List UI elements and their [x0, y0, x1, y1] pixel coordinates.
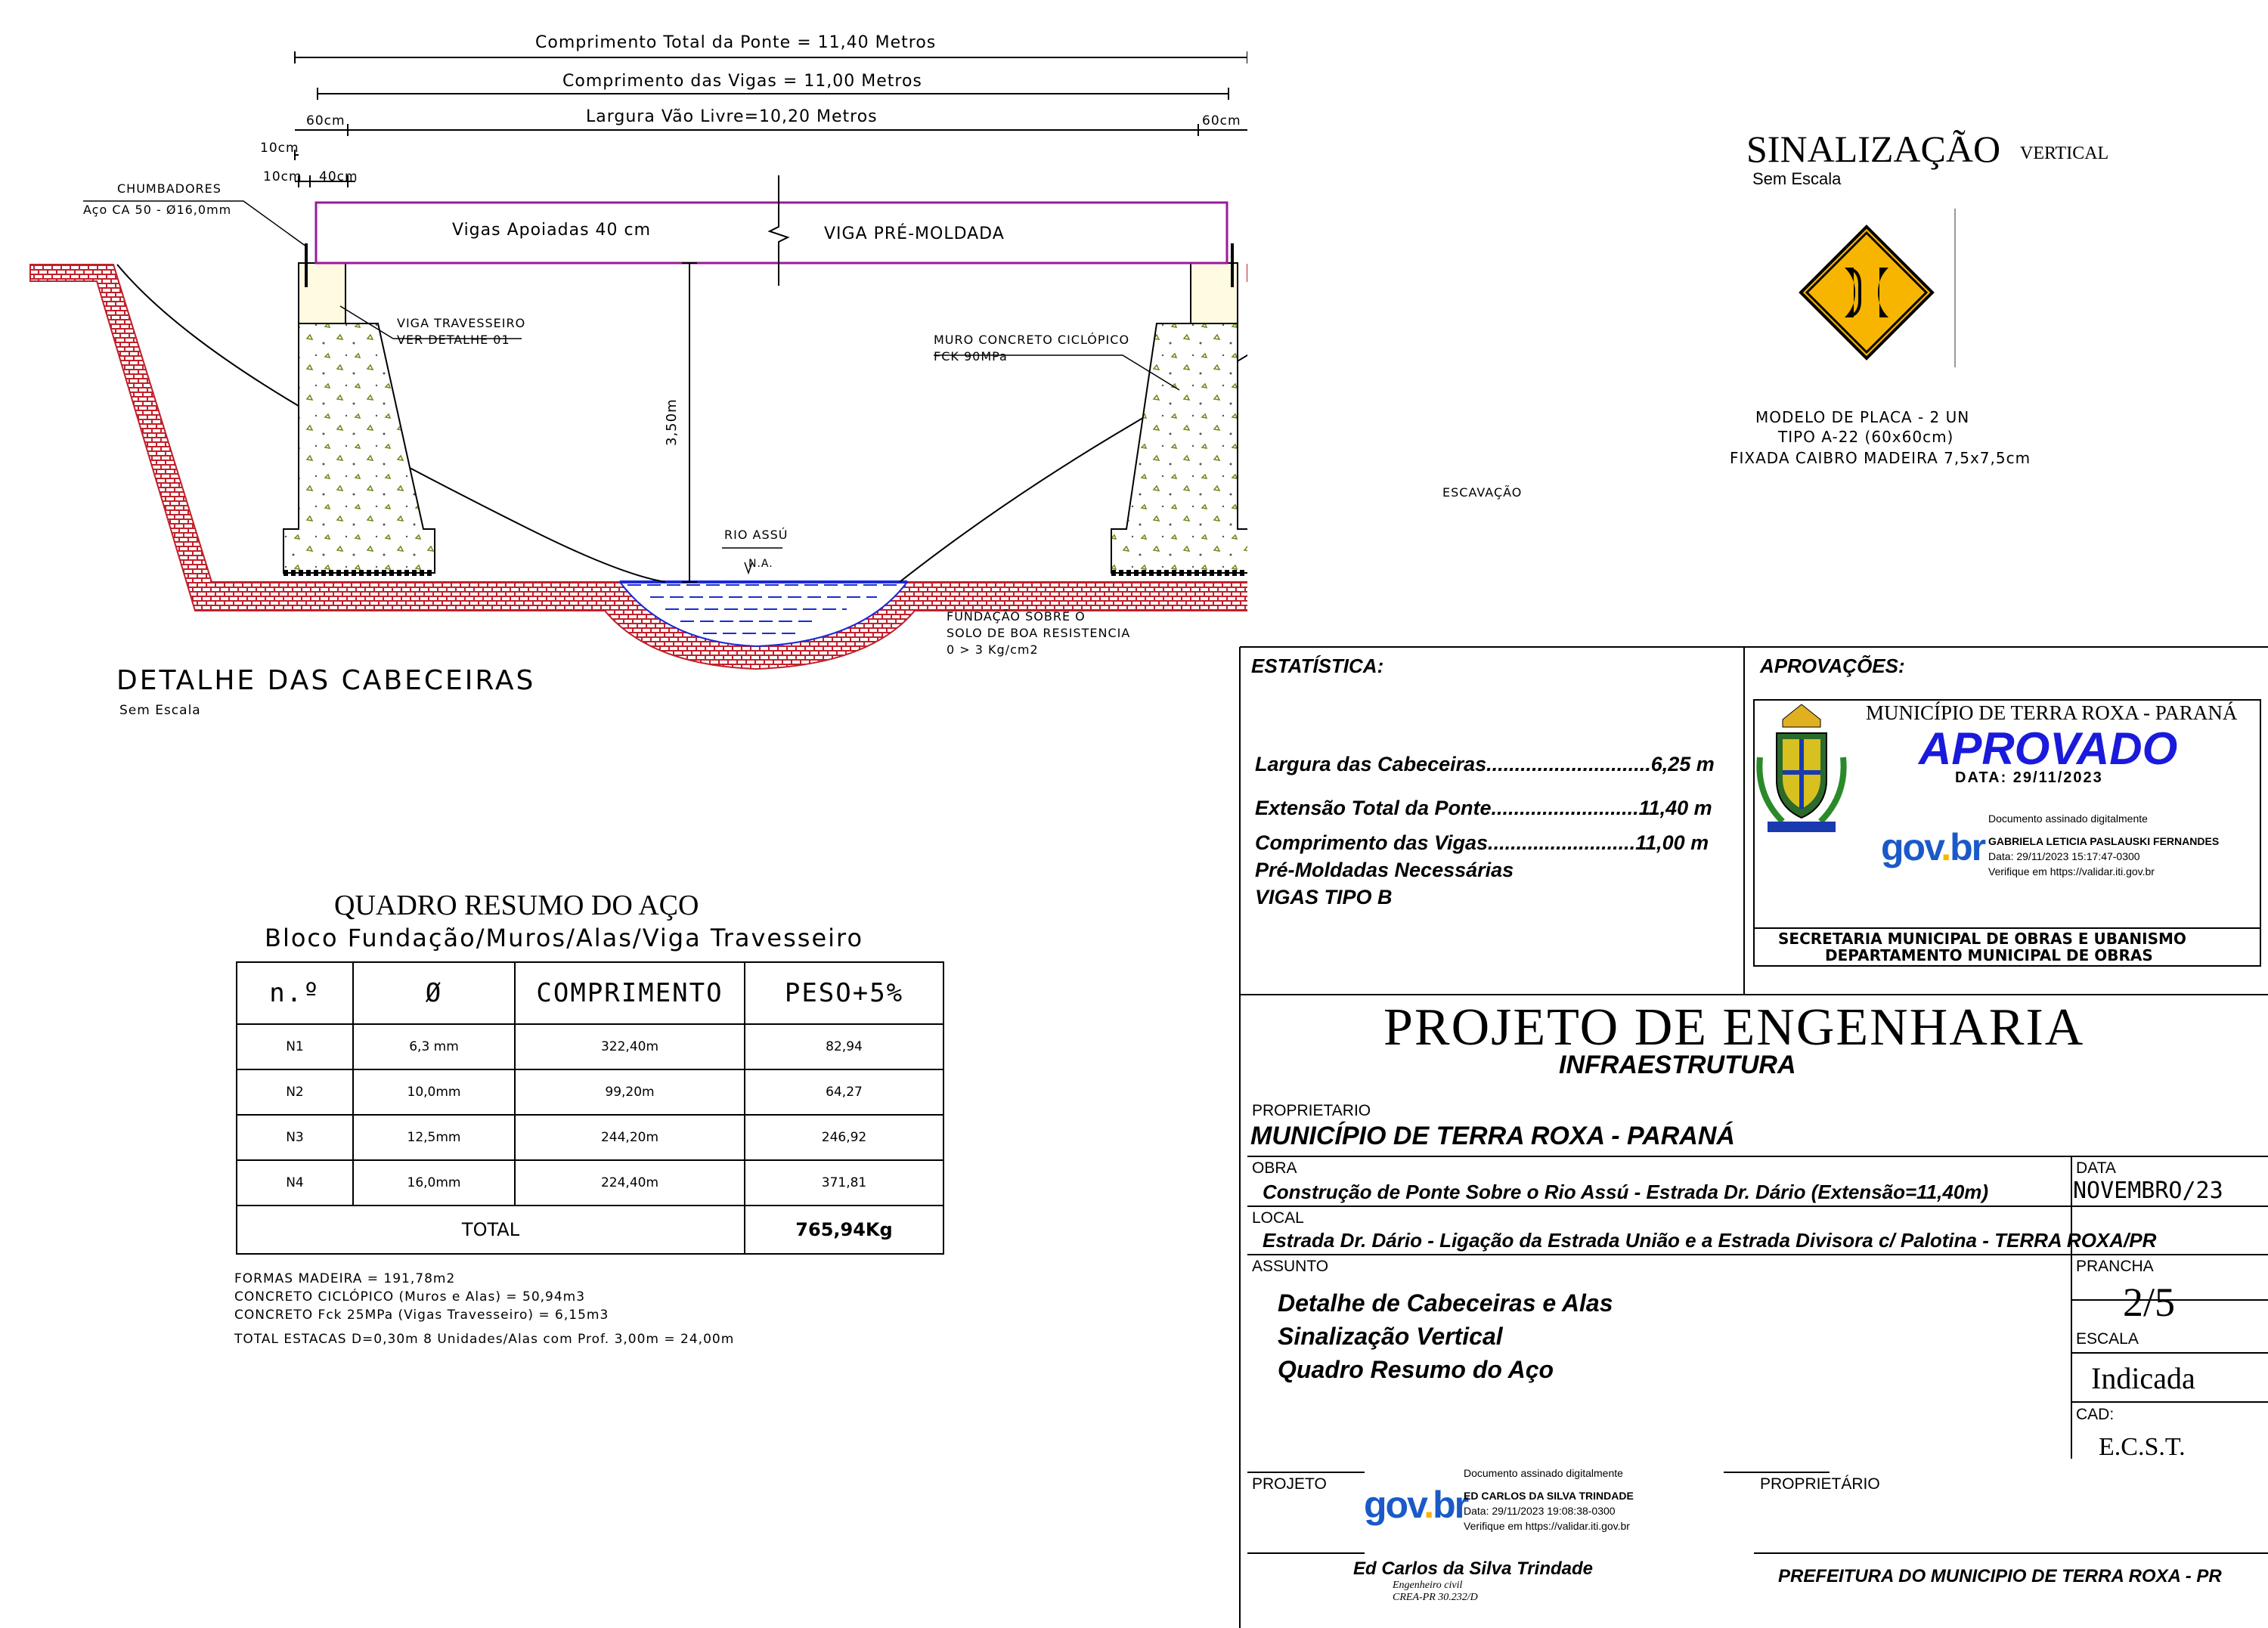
cell: N3 [237, 1115, 353, 1160]
city-hall-name: PREFEITURA DO MUNICIPIO DE TERRA ROXA - PR [1778, 1566, 2222, 1586]
sign-subtitle: Sem Escala [1752, 169, 1842, 188]
col-header-number: n.º [237, 962, 353, 1024]
label-foundation-3: 0 > 3 Kg/cm2 [947, 642, 1039, 657]
label-precast-beam: VIGA PRÉ-MOLDADA [824, 224, 1005, 243]
approval-signer: GABRIELA LETICIA PASLAUSKI FERNANDES [1988, 835, 2220, 847]
total-label: TOTAL [237, 1206, 745, 1254]
dim-40cm: 40cm [319, 169, 358, 184]
dim-total-length: Comprimento Total da Ponte = 11,40 Metros [535, 33, 937, 52]
work-label: OBRA [1252, 1159, 1297, 1177]
cell: 246,92 [745, 1115, 943, 1160]
label-foundation-1: FUNDAÇÃO SOBRE O [947, 609, 1086, 624]
label-cyclopean-wall: MURO CONCRETO CICLÓPICO [934, 333, 1130, 347]
steel-note-3: CONCRETO Fck 25MPa (Vigas Travesseiro) = 6,15m3 [234, 1308, 609, 1323]
scale-value: Indicada [2091, 1361, 2195, 1395]
sign-desc-3: FIXADA CAIBRO MADEIRA 7,5x7,5cm [1730, 449, 2031, 467]
dim-height: 3,50m [664, 398, 680, 446]
total-value: 765,94Kg [745, 1206, 943, 1254]
col-header-length: COMPRIMENTO [515, 962, 745, 1024]
approval-date: DATA: 29/11/2023 [1955, 769, 2103, 786]
cell: 99,20m [515, 1069, 745, 1115]
project-title: PROJETO DE ENGENHARIA [1383, 998, 2085, 1057]
engineer-role: Engenheiro civil [1393, 1580, 1463, 1591]
cell: 16,0mm [353, 1160, 515, 1206]
label-river: RIO ASSÚ [724, 528, 789, 542]
location-label: LOCAL [1252, 1209, 1304, 1227]
subject-line-2: Sinalização Vertical [1278, 1323, 1503, 1350]
location-value: Estrada Dr. Dário - Ligação da Estrada União e a Estrada Divisora c/ Palotina - TERRA ROXA/PR [1263, 1229, 2157, 1252]
engineer-doc-signed: Documento assinado digitalmente [1464, 1467, 1623, 1479]
cell: N2 [237, 1069, 353, 1115]
govbr-logo-engineer: gov.br [1364, 1484, 1468, 1526]
dim-left-60: 60cm [306, 113, 345, 128]
sign-desc-2: TIPO A-22 (60x60cm) [1778, 428, 1954, 446]
steel-note-1: FORMAS MADEIRA = 191,78m2 [234, 1271, 456, 1286]
engineer-crea: CREA-PR 30.232/D [1393, 1592, 1478, 1603]
date-label: DATA [2076, 1159, 2116, 1177]
label-anchors-steel: Aço CA 50 - Ø16,0mm [83, 203, 232, 217]
steel-title: QUADRO RESUMO DO AÇO [334, 890, 699, 921]
label-foundation-2: SOLO DE BOA RESISTENCIA [947, 626, 1131, 640]
cell: 82,94 [745, 1024, 943, 1069]
cell: N4 [237, 1160, 353, 1206]
col-header-weight: PESO+5% [745, 962, 943, 1024]
secretaria-line-2: DEPARTAMENTO MUNICIPAL DE OBRAS [1825, 946, 2153, 964]
work-value: Construção de Ponte Sobre o Rio Assú - Estrada Dr. Dário (Extensão=11,40m) [1263, 1181, 1989, 1203]
dim-free-span: Largura Vão Livre=10,20 Metros [586, 107, 878, 126]
cell: 322,40m [515, 1024, 745, 1069]
label-see-detail: VER DETALHE 01 [397, 333, 510, 347]
approvals-header: APROVAÇÕES: [1760, 655, 1905, 677]
engineer-verify: Verifique em https://validar.iti.gov.br [1464, 1520, 1630, 1532]
drawing-title: DETALHE DAS CABECEIRAS [116, 665, 536, 696]
cell: 244,20m [515, 1115, 745, 1160]
stats-line-5: VIGAS TIPO B [1255, 886, 1393, 908]
approval-doc-signed: Documento assinado digitalmente [1988, 812, 2148, 825]
cell: N1 [237, 1024, 353, 1069]
secretaria-line-1: SECRETARIA MUNICIPAL DE OBRAS E UBANISMO [1778, 930, 2186, 948]
project-label: PROJETO [1252, 1475, 1327, 1493]
dim-10cm: 10cm [263, 169, 302, 184]
date-value: NOVEMBRO/23 [2073, 1178, 2223, 1204]
cell: 224,40m [515, 1160, 745, 1206]
sheet-label: PRANCHA [2076, 1258, 2154, 1275]
subject-label: ASSUNTO [1252, 1258, 1329, 1275]
stats-line-3: Comprimento das Vigas..........................11,00 m [1255, 831, 1709, 854]
cad-value: E.C.S.T. [2099, 1433, 2186, 1461]
cad-label: CAD: [2076, 1406, 2115, 1423]
cell: 10,0mm [353, 1069, 515, 1115]
label-anchors: CHUMBADORES [117, 181, 222, 196]
sheet-value: 2/5 [2123, 1280, 2176, 1325]
subject-line-3: Quadro Resumo do Aço [1278, 1356, 1554, 1383]
subject-line-1: Detalhe de Cabeceiras e Alas [1278, 1289, 1613, 1317]
label-fck: FCK 90MPa [934, 349, 1008, 364]
coat-of-arms-icon [1752, 697, 1851, 840]
drawing-subtitle: Sem Escala [119, 703, 201, 718]
stats-line-1: Largura das Cabeceiras.............................6,25 m [1255, 753, 1715, 775]
label-supported-beams: Vigas Apoiadas 40 cm [452, 221, 652, 240]
approved-stamp: APROVADO [1919, 723, 2178, 774]
dim-10cm-top: 10cm [260, 141, 299, 156]
cell: 12,5mm [353, 1115, 515, 1160]
stats-header: ESTATÍSTICA: [1251, 655, 1384, 677]
label-excavation: ESCAVAÇÃO [1442, 485, 1523, 500]
label-water-level: N.A. [748, 558, 773, 570]
col-header-diameter: Ø [353, 962, 515, 1024]
owner-value: MUNICÍPIO DE TERRA ROXA - PARANÁ [1250, 1122, 1735, 1150]
approval-verify: Verifique em https://validar.iti.gov.br [1988, 865, 2155, 877]
label-sleeper-beam: VIGA TRAVESSEIRO [397, 316, 526, 330]
stats-line-2: Extensão Total da Ponte..........................11,40 m [1255, 797, 1712, 819]
sign-title-small: VERTICAL [2020, 144, 2109, 163]
project-subtitle: INFRAESTRUTURA [1559, 1051, 1796, 1079]
approval-municipality: MUNICÍPIO DE TERRA ROXA - PARANÁ [1866, 701, 2238, 724]
engineer-signed-date: Data: 29/11/2023 19:08:38-0300 [1464, 1505, 1616, 1517]
stats-line-4: Pré-Moldadas Necessárias [1255, 859, 1514, 881]
sign-title: SINALIZAÇÃO [1746, 128, 2001, 170]
dim-beam-length: Comprimento das Vigas = 11,00 Metros [562, 72, 922, 91]
owner-sign-label: PROPRIETÁRIO [1760, 1475, 1880, 1493]
govbr-logo-approval: gov.br [1881, 826, 1985, 868]
cell: 64,27 [745, 1069, 943, 1115]
cell: 6,3 mm [353, 1024, 515, 1069]
scale-label: ESCALA [2076, 1330, 2139, 1348]
sign-desc-1: MODELO DE PLACA - 2 UN [1755, 408, 1970, 426]
approval-signed-date: Data: 29/11/2023 15:17:47-0300 [1988, 850, 2140, 862]
cell: 371,81 [745, 1160, 943, 1206]
steel-subtitle: Bloco Fundação/Muros/Alas/Viga Travesseiro [265, 924, 864, 952]
steel-note-2: CONCRETO CICLÓPICO (Muros e Alas) = 50,94m3 [234, 1289, 586, 1305]
owner-label: PROPRIETARIO [1252, 1102, 1371, 1119]
engineer-name: Ed Carlos da Silva Trindade [1353, 1558, 1593, 1579]
engineer-signer: ED CARLOS DA SILVA TRINDADE [1464, 1490, 1634, 1502]
steel-note-4: TOTAL ESTACAS D=0,30m 8 Unidades/Alas com Prof. 3,00m = 24,00m [234, 1332, 735, 1347]
dim-right-60: 60cm [1202, 113, 1241, 128]
